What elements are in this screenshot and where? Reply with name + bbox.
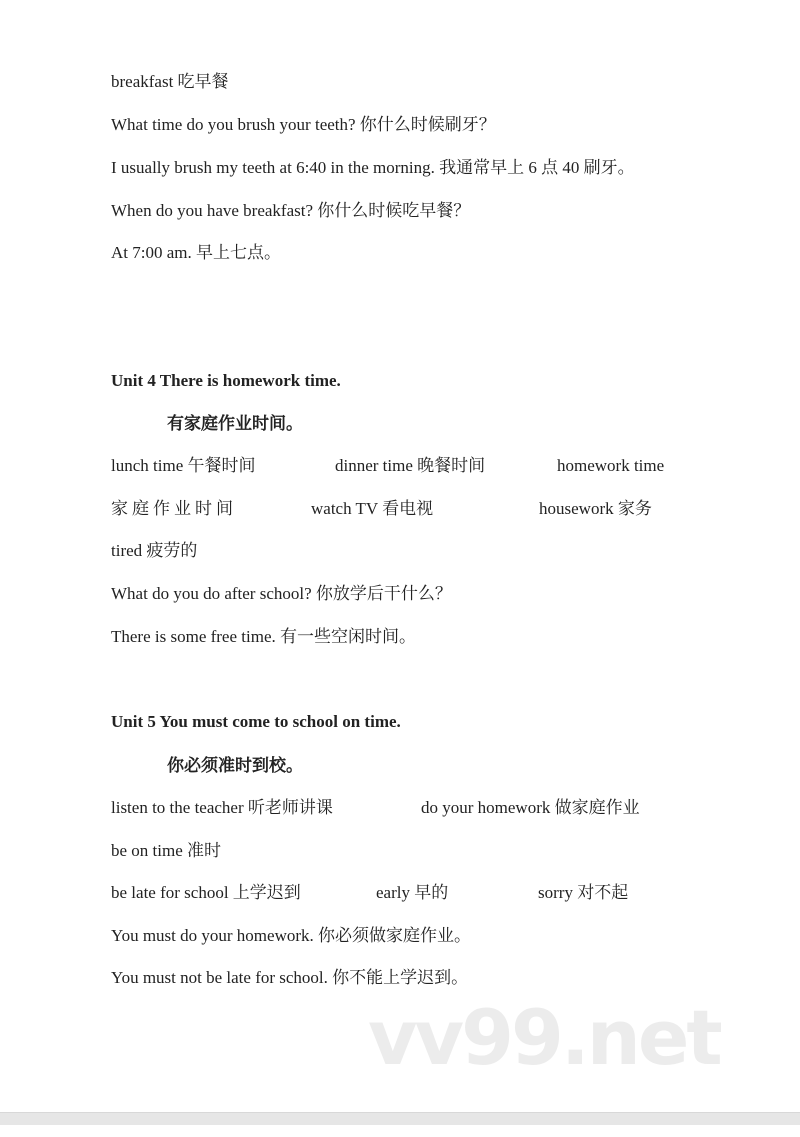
page-separator <box>0 1112 800 1126</box>
vocab-item: do your homework 做家庭作业 <box>421 798 640 817</box>
sentence-line: When do you have breakfast? 你什么时候吃早餐？ <box>111 201 471 220</box>
sentence-line: What do you do after school? 你放学后干什么？ <box>111 584 452 603</box>
sentence-line: There is some free time. 有一些空闲时间。 <box>111 627 416 646</box>
next-page <box>0 1125 800 1137</box>
unit5-title-cn: 你必须准时到校。 <box>167 756 303 775</box>
sentence-line: What time do you brush your teeth? 你什么时候刷牙？ <box>111 115 496 134</box>
unit5-title: Unit 5 You must come to school on time. <box>111 712 401 731</box>
vocab-item: lunch time 午餐时间 <box>111 456 256 475</box>
sentence-line: You must not be late for school. 你不能上学迟到。 <box>111 968 469 987</box>
vocab-item: homework time <box>557 456 665 475</box>
vocab-item: listen to the teacher 听老师讲课 <box>111 798 333 817</box>
vocab-item: dinner time 晚餐时间 <box>335 456 486 475</box>
unit4-title-cn: 有家庭作业时间。 <box>167 414 303 433</box>
vocab-item: be late for school 上学迟到 <box>111 883 301 902</box>
unit4-title: Unit 4 There is homework time. <box>111 371 341 390</box>
vocab-item: housework 家务 <box>539 499 652 518</box>
vocab-item: early 早的 <box>376 883 449 902</box>
sentence-line: You must do your homework. 你必须做家庭作业。 <box>111 926 472 945</box>
vocab-item: be on time 准时 <box>111 841 222 860</box>
vocab-item: tired 疲劳的 <box>111 541 198 560</box>
vocab-line: breakfast 吃早餐 <box>111 72 229 91</box>
sentence-line: I usually brush my teeth at 6:40 in the morning. 我通常早上 6 点 40 刷牙。 <box>111 158 635 177</box>
sentence-line: At 7:00 am. 早上七点。 <box>111 243 281 262</box>
vocab-item: watch TV 看电视 <box>311 499 434 518</box>
vocab-item: 家庭作业时间 <box>111 499 237 518</box>
watermark: vv99.net <box>368 993 720 1082</box>
vocab-item: sorry 对不起 <box>538 883 629 902</box>
